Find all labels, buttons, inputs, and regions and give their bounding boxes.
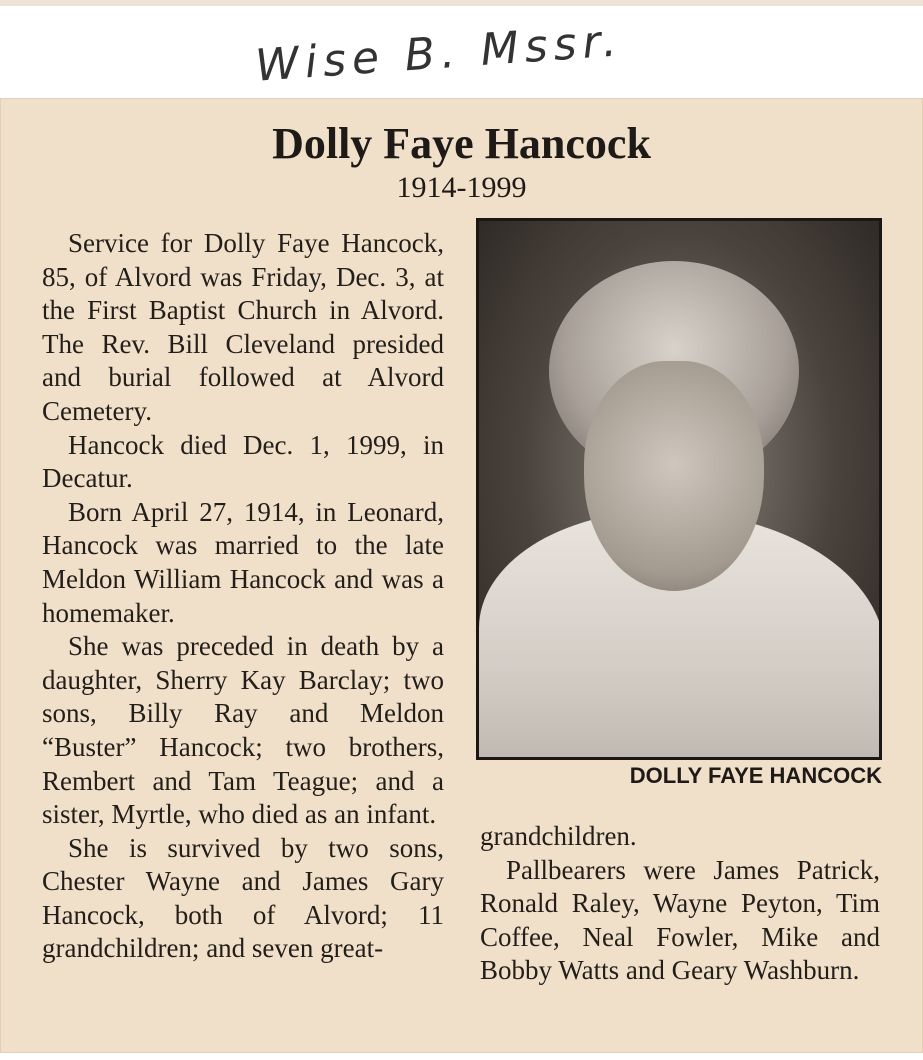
portrait-photo bbox=[476, 218, 882, 760]
photo-caption: DOLLY FAYE HANCOCK bbox=[629, 763, 882, 788]
paragraph-service: Service for Dolly Faye Hancock, 85, of Alvord was Friday, Dec. 3, at the First Baptist Church in Alvord. The Rev. Bill Cleveland presided and burial followed at Alvord Cemetery. bbox=[42, 228, 444, 426]
paragraph-pallbearers: Pallbearers were James Patrick, Ronald Raley, Wayne Peyton, Tim Coffee, Neal Fowler, Mike and Bobby Watts and Geary Washburn. bbox=[480, 854, 880, 986]
photo-face bbox=[584, 361, 764, 591]
left-column bbox=[42, 227, 444, 966]
paragraph-preceded: She was preceded in death by a daughter, Sherry Kay Barclay; two sons, Billy Ray and Meldon “Buster” Hancock; two brothers, Rembert and Tam Teague; and a sister, Myrtle, who died as an infant. bbox=[42, 631, 444, 830]
paragraph-survived: She is survived by two sons, Chester Wayne and James Gary Hancock, both of Alvord; 11 grandchildren; and seven great- bbox=[42, 832, 444, 964]
paragraph-birth: Born April 27, 1914, in Leonard, Hancock was married to the late Meldon William Hancock and was a homemaker. bbox=[42, 496, 444, 628]
obituary-years: 1914-1999 bbox=[396, 171, 527, 204]
paper-background bbox=[0, 0, 923, 105]
handwritten-note: Wise B. Mssr. bbox=[253, 15, 625, 92]
obituary-name: Dolly Faye Hancock bbox=[272, 119, 651, 168]
paragraph-death: Hancock died Dec. 1, 1999, in Decatur. bbox=[42, 429, 444, 494]
paper-scrap bbox=[0, 0, 923, 6]
right-column bbox=[480, 820, 880, 988]
paragraph-continued: grandchildren. bbox=[480, 821, 637, 851]
